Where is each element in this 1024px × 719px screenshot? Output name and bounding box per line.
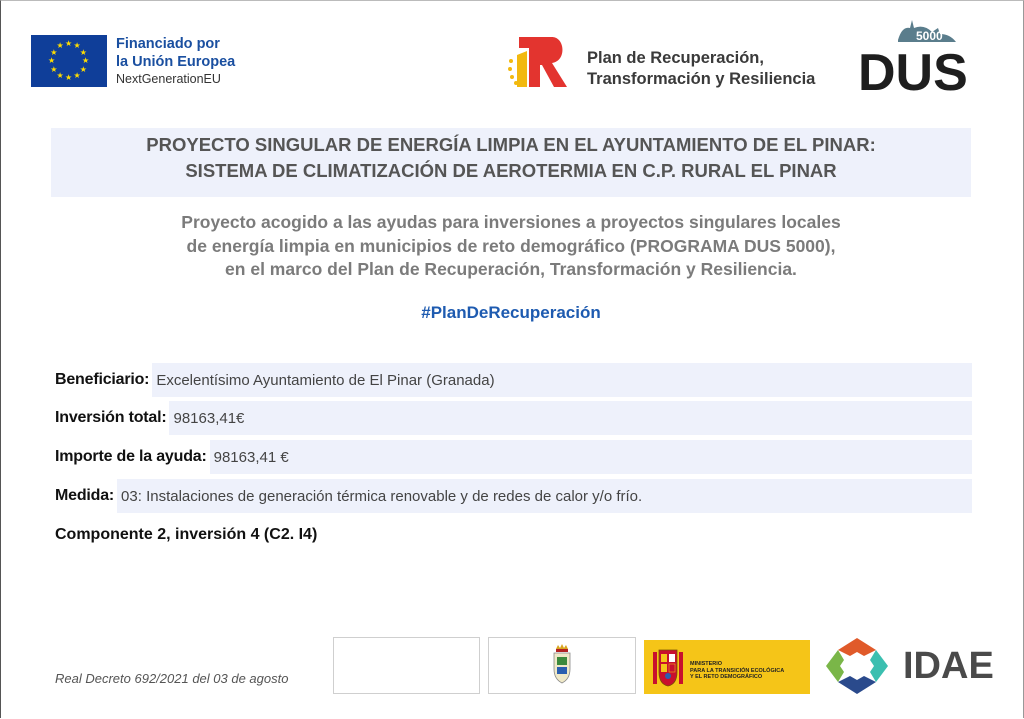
- eu-star-icon: ★: [56, 41, 64, 51]
- spain-coat-of-arms-icon: [650, 646, 686, 688]
- real-decreto-text: Real Decreto 692/2021 del 03 de agosto: [55, 671, 289, 686]
- tr-logo-icon: [505, 33, 571, 91]
- eu-star-icon: ★: [73, 70, 81, 80]
- idae-text: IDAE: [903, 645, 994, 687]
- eu-line1: Financiado por: [116, 36, 220, 52]
- inversion-value: 98163,41€: [169, 401, 972, 435]
- medida-value: 03: Instalaciones de generación térmica renovable y de redes de calor y/o frío.: [117, 479, 972, 513]
- subtitle: [51, 211, 971, 282]
- coat-of-arms-icon: [550, 643, 574, 685]
- eu-star-icon: ★: [48, 56, 56, 65]
- eu-logo: [31, 35, 235, 88]
- eu-star-icon: ★: [79, 64, 87, 74]
- dus-text: DUS: [858, 44, 968, 96]
- subtitle-line1: Proyecto acogido a las ayudas para inversiones a proyectos singulares locales: [181, 212, 841, 232]
- eu-star-icon: ★: [50, 47, 58, 57]
- eu-star-icon: ★: [73, 41, 81, 51]
- title-line2: SISTEMA DE CLIMATIZACIÓN DE AEROTERMIA EN C.P. RURAL EL PINAR: [185, 160, 837, 181]
- empty-logo-box: [333, 637, 480, 694]
- eu-star-icon: ★: [56, 70, 64, 80]
- idae-logo-icon: [824, 636, 890, 696]
- ministerio-line1: MINISTERIO: [690, 661, 723, 667]
- subtitle-line2: de energía limpia en municipios de reto demográfico (PROGRAMA DUS 5000),: [186, 235, 836, 256]
- title-line1: PROYECTO SINGULAR DE ENERGÍA LIMPIA EN EL AYUNTAMIENTO DE EL PINAR:: [146, 134, 876, 155]
- dus-number: 5000: [916, 29, 943, 43]
- eu-line2: la Unión Europea: [116, 54, 236, 70]
- dus-5000-logo: [858, 14, 973, 96]
- plan-recuperacion-text: [587, 48, 815, 90]
- ministerio-text: [690, 661, 784, 681]
- ministerio-line2: PARA LA TRANSICIÓN ECOLÓGICA: [690, 667, 785, 674]
- importe-row: [55, 440, 972, 474]
- eu-line3: NextGenerationEU: [116, 72, 221, 86]
- eu-star-icon: ★: [50, 64, 58, 74]
- eu-star-icon: ★: [65, 73, 73, 82]
- medida-row: [55, 479, 972, 513]
- importe-value: 98163,41 €: [210, 440, 972, 474]
- eu-flag-icon: [31, 35, 107, 87]
- ministerio-logo: [644, 640, 810, 694]
- inversion-label: Inversión total:: [55, 409, 167, 426]
- medida-label: Medida:: [55, 487, 115, 504]
- municipal-crest-box: [488, 637, 636, 694]
- beneficiario-label: Beneficiario:: [55, 371, 150, 388]
- plan-line2: Transformación y Resiliencia: [587, 70, 816, 88]
- eu-star-icon: ★: [79, 47, 87, 57]
- title-box: [51, 128, 971, 197]
- beneficiario-row: [55, 363, 972, 397]
- plan-line1: Plan de Recuperación,: [587, 49, 764, 67]
- hashtag: #PlanDeRecuperación: [421, 303, 601, 322]
- importe-label: Importe de la ayuda:: [55, 448, 207, 465]
- eu-star-icon: ★: [65, 39, 73, 48]
- ministerio-line3: Y EL RETO DEMOGRÁFICO: [690, 674, 763, 680]
- subtitle-line3: en el marco del Plan de Recuperación, Transformación y Resiliencia.: [225, 259, 797, 279]
- eu-star-icon: ★: [82, 56, 90, 65]
- inversion-row: [55, 401, 972, 435]
- componente-text: Componente 2, inversión 4 (C2. I4): [55, 526, 318, 543]
- beneficiario-value: Excelentísimo Ayuntamiento de El Pinar (Granada): [152, 363, 972, 397]
- page-title: [51, 132, 971, 184]
- eu-text: [116, 35, 235, 88]
